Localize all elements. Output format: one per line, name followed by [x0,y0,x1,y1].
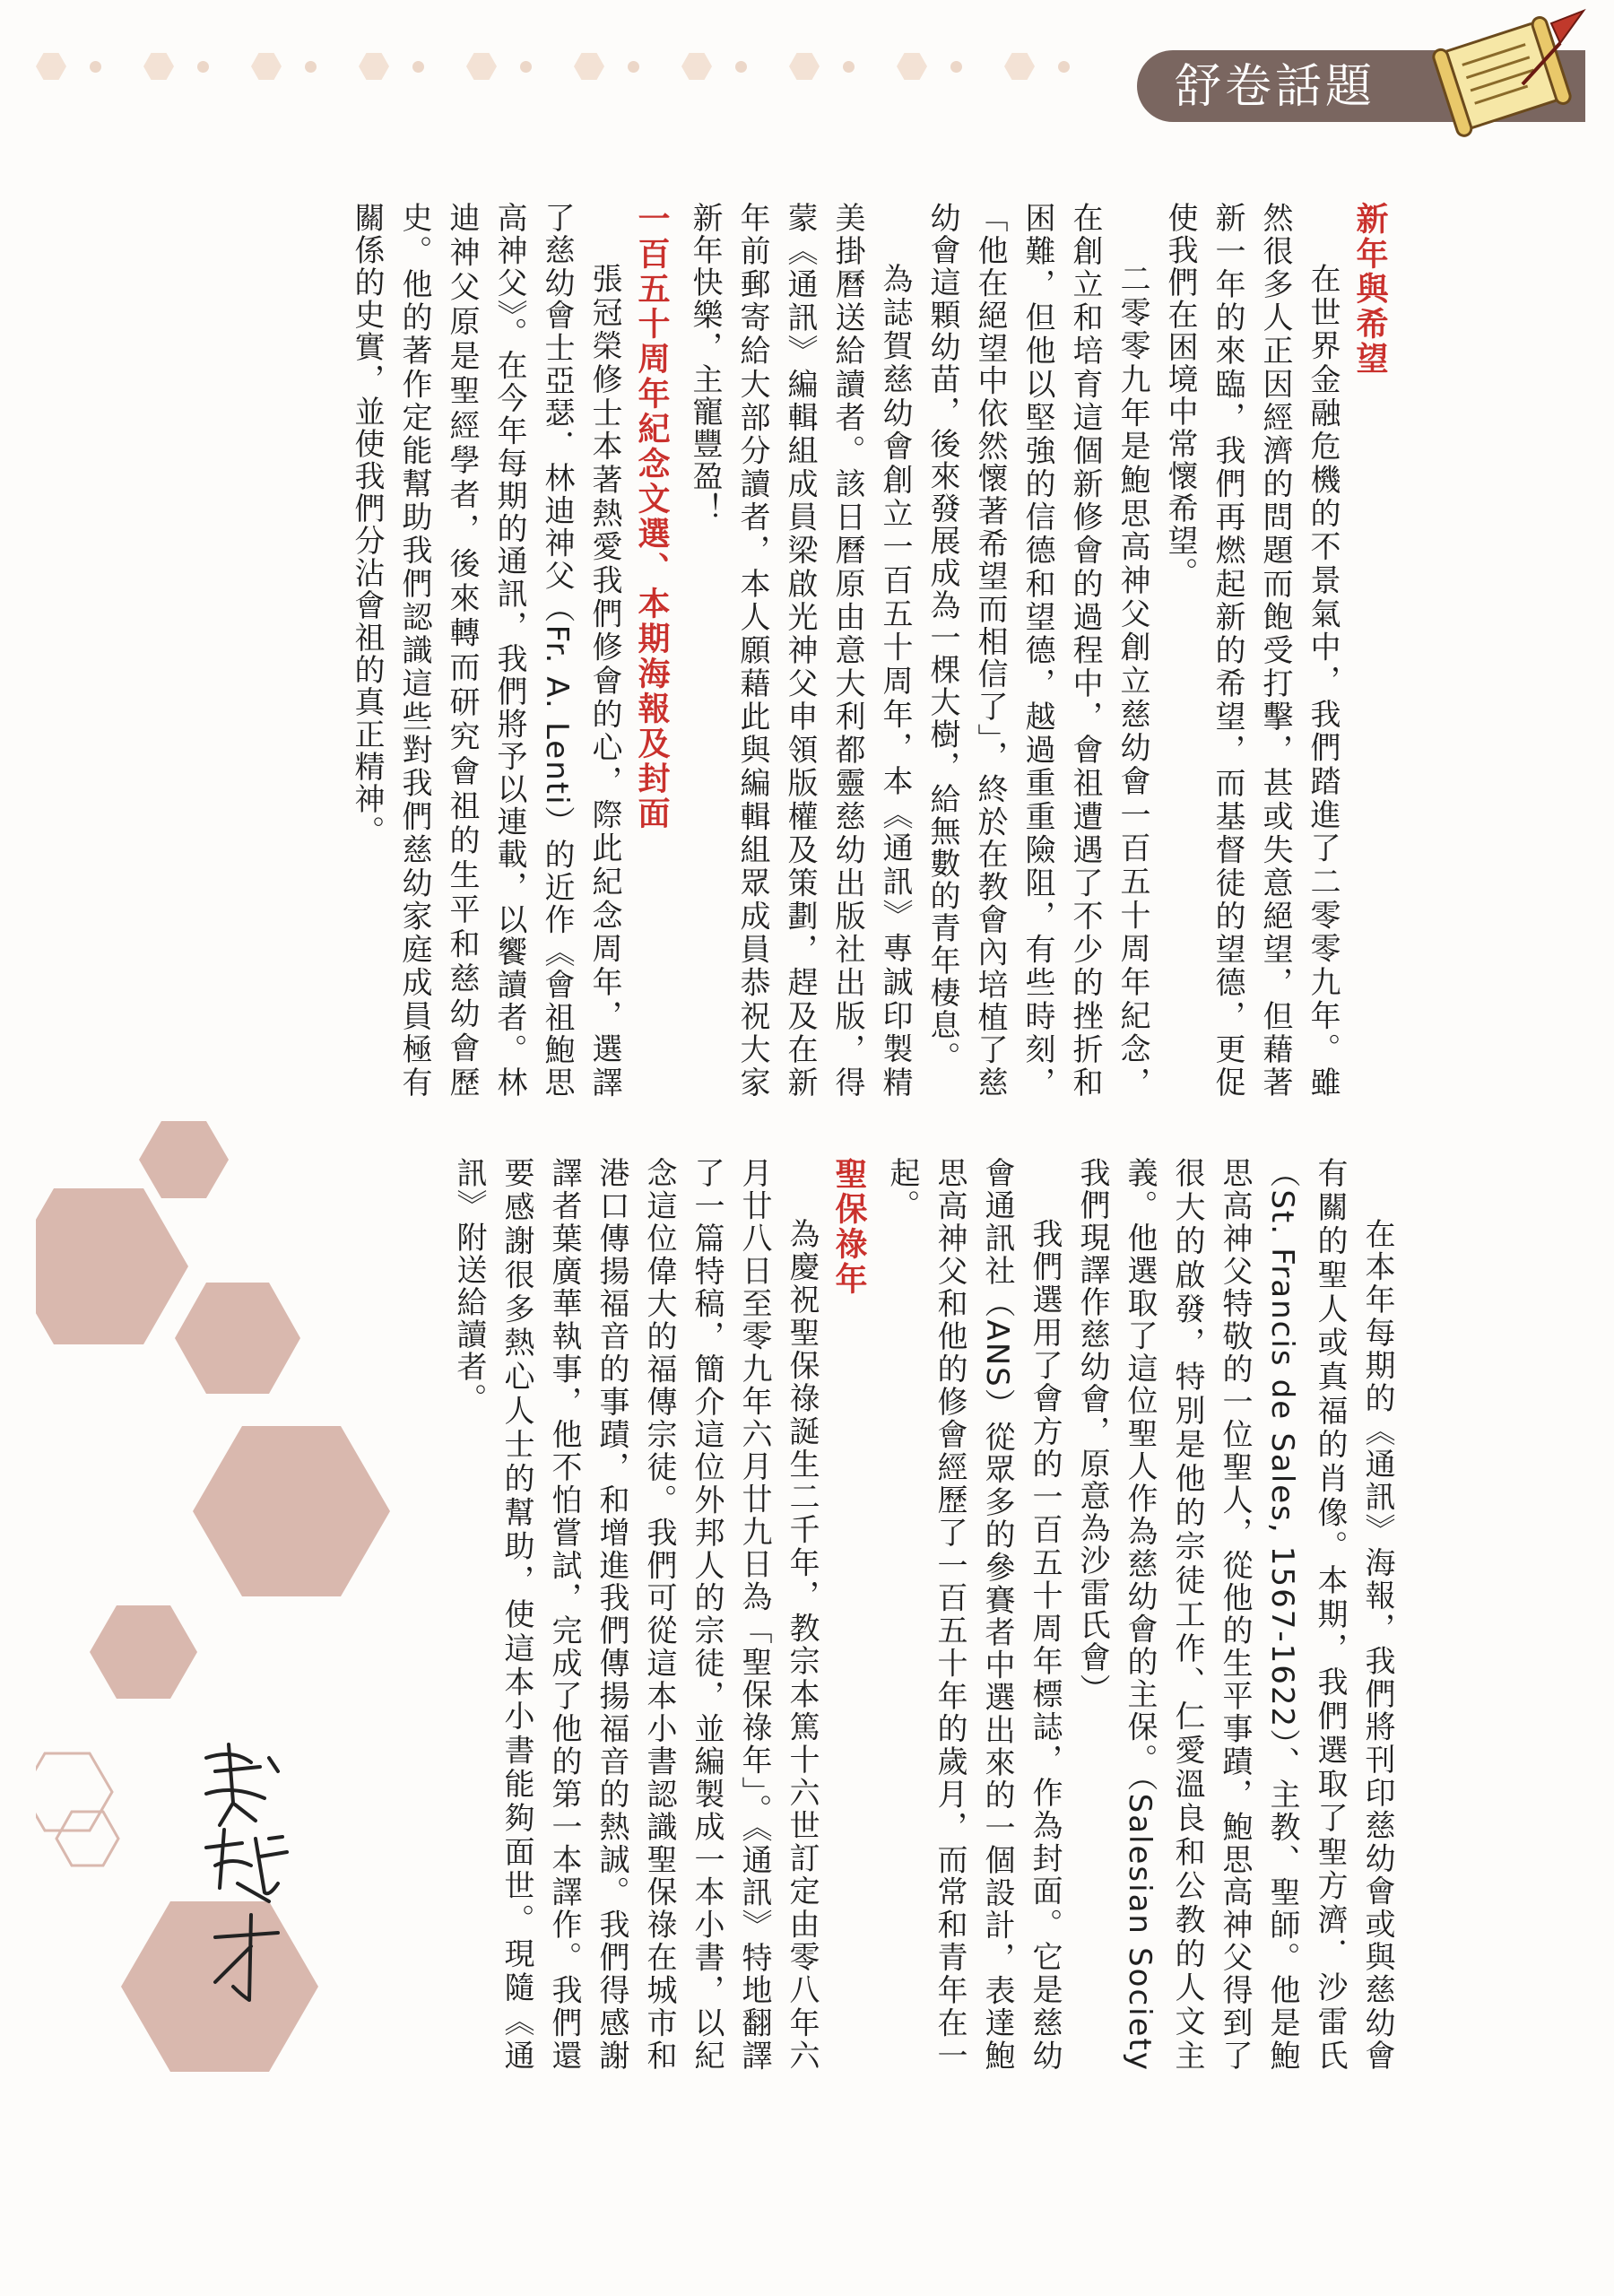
decorative-hexagon [466,53,497,80]
decorative-dot [305,61,317,73]
decorative-dot [90,61,101,73]
scroll-quill-icon [1417,7,1596,151]
paragraph: 在本年每期的《通訊》海報，我們將刊印慈幼會或與慈幼會有關的聖人或真福的肖像。本期，我們選取了聖方濟．沙雷氏（St. Francis de Sales, 1567-1622）、主教、聖師。他是鮑思高神父特敬的一位聖人，從他的生平事蹟，鮑思高神父得到了很大的啟發，特別是他的宗徒工作、仁愛溫良和公教的人文主義。他選取了這位聖人作為慈幼會的主保。（Salesian Society 我們現譯作慈幼會，原意為沙雷氏會） [1074,1157,1395,2072]
decorative-dot [1058,61,1070,73]
heading-anniversary: 一百五十周年紀念文選、本期海報及封面 [633,202,670,831]
decorative-hexagon [251,53,282,80]
decorative-dot [412,61,424,73]
decorative-dot [197,61,209,73]
decorative-dot-row [36,50,1121,83]
paragraph: 在世界金融危機的不景氣中，我們踏進了二零零九年。雖然很多人正因經濟的問題而飽受打擊，甚或失意絕望，但藉著新一年的來臨，我們再燃起新的希望，而基督徒的望德，更促使我們在困境中常懷希望。 [1162,202,1341,1099]
decorative-hexagon [359,53,389,80]
decorative-dot [950,61,962,73]
article-top-columns [206,202,1399,1099]
section-title: 舒卷話題 [1175,60,1376,114]
article-bottom-columns [289,1157,1401,2072]
paragraph: 為誌賀慈幼會創立一百五十周年，本《通訊》專誠印製精美掛曆送給讀者。該日曆原由意大利都靈慈幼出版社出版，得蒙《通訊》編輯組成員梁啟光神父申領版權及策劃，趕及在新年前郵寄給大部分讀者，本人願藉此與編輯組眾成員恭祝大家新年快樂，主寵豐盈！ [687,202,913,1099]
paragraph: 我們選用了會方的一百五十周年標誌，作為封面。它是慈幼會通訊社（ANS）從眾多的參賽者中選出來的一個設計，表達鮑思高神父和他的修會經歷了一百五十年的歲月，而常和青年在一起。 [884,1157,1063,2072]
decorative-hexagon [789,53,820,80]
decorative-hexagon [681,53,712,80]
decorative-dot [628,61,639,73]
paragraph: 二零零九年是鮑思高神父創立慈幼會一百五十周年紀念，在創立和培育這個新修會的過程中，會祖遭遇了不少的挫折和困難，但他以堅強的信德和望德，越過重重險阻，有些時刻，「他在絕望中依然懷著希望而相信了」，終於在教會內培植了慈幼會這顆幼苗，後來發展成為一棵大樹，給無數的青年棲息。 [924,202,1150,1099]
heading-new-year-hope: 新年與希望 [1351,202,1388,377]
decorative-dot [843,61,855,73]
decorative-hexagon [897,53,927,80]
decorative-hexagon [143,53,174,80]
decorative-hexagon [574,53,604,80]
paragraph: 張冠榮修士本著熱愛我們修會的心，際此紀念周年，選譯了慈幼會士亞瑟．林迪神父（Fr. A. Lenti）的近作《會祖鮑思高神父》。在今年每期的通訊，我們將予以連載，以饗讀者。林迪神父原是聖經學者，後來轉而研究會祖的生平和慈幼會歷史。他的著作定能幫助我們認識這些對我們慈幼家庭成員極有關係的史實，並使我們分沾會祖的真正精神。 [349,202,622,1099]
paragraph: 為慶祝聖保祿誕生二千年，教宗本篤十六世訂定由零八年六月廿八日至零九年六月廿九日為「聖保祿年」。《通訊》特地翻譯了一篇特稿，簡介這位外邦人的宗徒，並編製成一本小書，以紀念這位偉大的福傳宗徒。我們可從這本小書認識聖保祿在城市和港口傳揚福音的事蹟，和增進我們傳揚福音的熱誠。我們得感謝譯者葉廣華執事，他不怕嘗試，完成了他的第一本譯作。我們還要感謝很多熱心人士的幫助，使這本小書能夠面世。現隨《通訊》附送給讀者。 [451,1157,820,2072]
heading-st-paul-year: 聖保祿年 [830,1157,867,1297]
decorative-hexagon [1004,53,1035,80]
handwritten-signature [179,1731,323,2018]
decorative-hexagon [36,53,66,80]
decorative-dot [520,61,532,73]
decorative-dot [735,61,747,73]
